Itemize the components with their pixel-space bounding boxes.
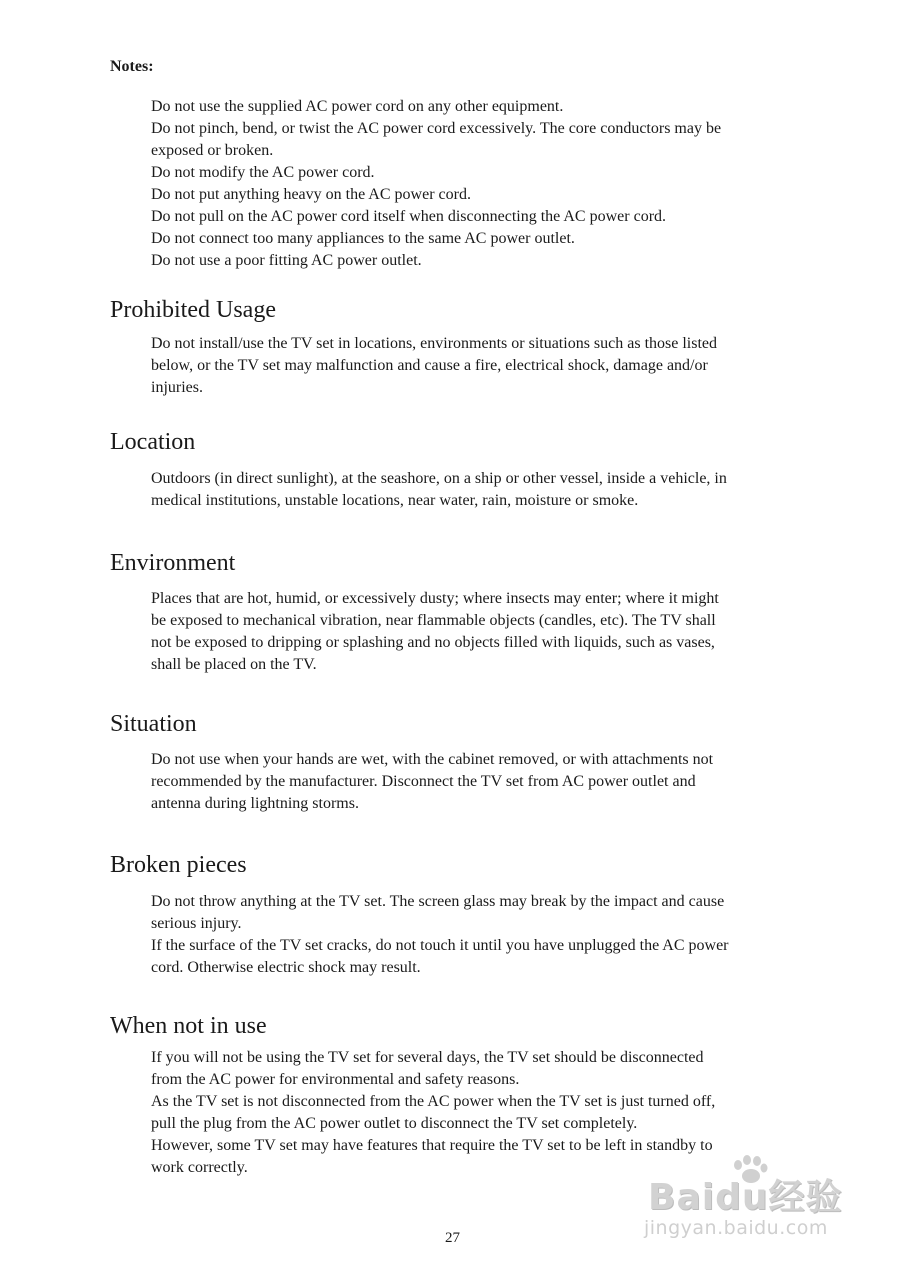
notes-line: Do not put anything heavy on the AC power cord. xyxy=(151,186,471,203)
watermark-url: jingyan.baidu.com xyxy=(644,1217,828,1239)
section-line: As the TV set is not disconnected from the AC power when the TV set is just turned off, xyxy=(151,1093,716,1110)
section-line: be exposed to mechanical vibration, near flammable objects (candles, etc). The TV shall xyxy=(151,612,716,629)
notes-line: Do not pinch, bend, or twist the AC power cord excessively. The core conductors may be xyxy=(151,120,722,137)
section-line: serious injury. xyxy=(151,915,242,932)
notes-line: Do not use a poor fitting AC power outlet. xyxy=(151,252,422,269)
watermark-logo: Baidu经验 xyxy=(648,1177,843,1218)
section-heading-situation: Situation xyxy=(110,711,197,737)
section-body-location xyxy=(151,468,831,512)
section-line: If the surface of the TV set cracks, do not touch it until you have unplugged the AC power xyxy=(151,937,729,954)
section-line: Do not install/use the TV set in locations, environments or situations such as those listed xyxy=(151,335,718,352)
notes-list xyxy=(151,96,831,272)
section-line: medical institutions, unstable locations, near water, rain, moisture or smoke. xyxy=(151,492,639,509)
section-line: not be exposed to dripping or splashing and no objects filled with liquids, such as vases, xyxy=(151,634,715,651)
section-body-broken-pieces xyxy=(151,891,831,979)
section-line: Outdoors (in direct sunlight), at the seashore, on a ship or other vessel, inside a vehicle, in xyxy=(151,470,727,487)
section-line: Do not throw anything at the TV set. The screen glass may break by the impact and cause xyxy=(151,893,725,910)
section-body-environment xyxy=(151,588,831,676)
section-line: below, or the TV set may malfunction and cause a fire, electrical shock, damage and/or xyxy=(151,357,708,374)
notes-line: Do not connect too many appliances to the same AC power outlet. xyxy=(151,230,575,247)
section-line: If you will not be using the TV set for several days, the TV set should be disconnected xyxy=(151,1049,704,1066)
notes-line: exposed or broken. xyxy=(151,142,274,159)
section-heading-when-not-in-use: When not in use xyxy=(110,1013,267,1039)
section-heading-location: Location xyxy=(110,429,196,455)
section-line: injuries. xyxy=(151,379,203,396)
section-line: However, some TV set may have features that require the TV set to be left in standby to xyxy=(151,1137,713,1154)
section-heading-prohibited-usage: Prohibited Usage xyxy=(110,297,276,323)
section-line: shall be placed on the TV. xyxy=(151,656,317,673)
section-body-prohibited-usage xyxy=(151,333,831,399)
notes-line: Do not pull on the AC power cord itself when disconnecting the AC power cord. xyxy=(151,208,667,225)
notes-title: Notes: xyxy=(110,58,154,75)
section-heading-environment: Environment xyxy=(110,550,236,576)
notes-line: Do not modify the AC power cord. xyxy=(151,164,375,181)
section-line: Do not use when your hands are wet, with the cabinet removed, or with attachments not xyxy=(151,751,714,768)
section-line: recommended by the manufacturer. Disconnect the TV set from AC power outlet and xyxy=(151,773,696,790)
section-line: Places that are hot, humid, or excessively dusty; where insects may enter; where it might xyxy=(151,590,719,607)
section-line: cord. Otherwise electric shock may result. xyxy=(151,959,421,976)
section-body-situation xyxy=(151,749,831,815)
section-line: work correctly. xyxy=(151,1159,248,1176)
page-number: 27 xyxy=(445,1230,460,1246)
section-line: from the AC power for environmental and safety reasons. xyxy=(151,1071,520,1088)
section-line: antenna during lightning storms. xyxy=(151,795,359,812)
section-heading-broken-pieces: Broken pieces xyxy=(110,852,247,878)
section-line: pull the plug from the AC power outlet to disconnect the TV set completely. xyxy=(151,1115,638,1132)
notes-line: Do not use the supplied AC power cord on any other equipment. xyxy=(151,98,564,115)
